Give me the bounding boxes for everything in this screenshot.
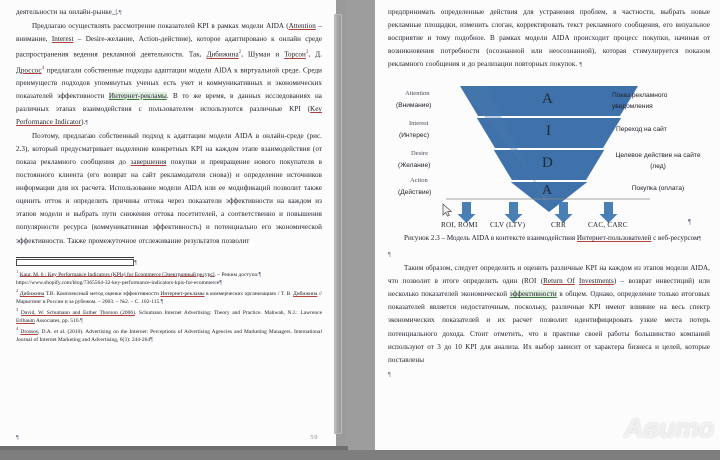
paragraph: Таким образом, следует определить и оценить различные KPI на каждом из этапов модели AIDA, что позволит в итоге определить один (ROI (Return Of Investments) – возврат инвестиций) или несколько показателей экономической эффективности в общем. Однако, определение только итоговых показателей является недостаточным, поскольку, различные KPI имеют влияние на весь спектр экономических показателей и их расчет позволит идентифицировать узкие места потерь потенциального дохода. Стоит отметить, что в практике своей работы большинство компаний используют от 3 до 10 KPI для анализа. Их выбор зависит от характера бизнеса и целей, которые поставлены [388,264,711,364]
funnel-label-interest-ru: (Интерес) [399,132,430,140]
funnel-label-desire-ru: (Желание) [398,162,431,170]
funnel-label-desire-en: Desire [411,150,428,158]
footnote-separator [16,257,134,258]
paragraph: Поэтому, предлагаю собственный подход к адаптации модели AIDA в онлайн-среде (рис. 2.3), который предусматривает выделение конкретных KPI на каждом этапе взаимодействия (от показа рекламного сообщения до завершения покупки и превращение нового покупателя в постоянного клиента (его возврат на сайт рекламодателя снова)) и определение источников информации для их расчета. Использование модели AIDA или ее модификаций позволит также оценить отток и определить причины оттока через показатели эффективности на каждом из этапов модели и выбрать пути снижения оттока посетителей, а соответственно и повышения популярности ресурса (коммуникативная эффективность) и потенциально его экономической эффективности. Также промежуточное отслеживание результатов позволит [16,132,322,245]
aida-funnel-figure [388,78,710,230]
funnel-label-attention-en: Attention [405,90,430,98]
document-page-right [374,0,720,452]
funnel-label-action-ru: (Действие) [398,189,432,197]
blank-line: ¶ [388,252,391,259]
avito-watermark: Авито [624,413,714,443]
page-number: 59 [310,434,318,441]
funnel-label-action-en: Action [410,177,428,185]
funnel-letter-i: I [546,123,551,140]
viewer-bottom-bar [0,450,720,460]
arrow-clv [505,202,523,223]
funnel-letter-a1: A [542,91,553,108]
arrow-cac [600,202,618,223]
funnel-outcome-interest: Переход на сайт [616,126,667,134]
trailing-pilcrow: ¶ [388,371,391,378]
funnel-letter-d: D [542,155,553,172]
paragraph: предпринимать определенные действия для устранения проблем, в частности, выбрать новые рекламные площадки, изменить слоган, корректировать текст рекламного сообщения, его визуальное восприятие и тому подобное. В рамках модели AIDA происходит процесс покупки, начиная от возникновения потребности (осознанной или неосознанной), которая стимулируется показом рекламного сообщения и до реализации повторных покупок. ¶ [388,8,710,69]
figure-caption: Рисунок 2.3 – Модель AIDA в контексте взаимодействия Интернет-пользователей с веб-ресурсом¶ [404,234,702,243]
paragraph: деятельности на онлайн-рынке_|.¶ [16,8,122,16]
document-page-left [0,0,336,448]
funnel-arrows [458,202,618,223]
footnote-edit-box[interactable]: ¶ [16,259,134,266]
funnel-label-attention-ru: (Внимание) [396,102,432,110]
metric-roi: ROI, ROMI [441,221,478,230]
arrow-roi [458,202,476,223]
page-gutter [345,0,375,460]
footnote: $^4$ Drossos, D.A. et al. (2010). Advertising on the Internet: Perceptions of Advertising Agencies and Marketing Managers. International Journal of Internet Marketing and Advertising, 6(3): 244-264¶ [16,325,322,343]
metric-crr: CRR [551,221,566,230]
funnel-letter-a2: A [542,183,553,199]
footnote: https://www.shopify.com/blog/7365564-32-key-performance-indicators-kpis-for-ecommerce¶ [16,279,222,286]
footer-pilcrow: ¶ [16,435,19,441]
funnel-outcome-action: Покупка (оплата) [631,185,685,193]
figure-pilcrow: ¶ [688,218,692,227]
metric-clv: CLV (LTV) [490,221,526,230]
metric-cac: CAC, CARC [588,221,628,230]
funnel-outcome-desire: Целевое действие на сайте (лед) [615,152,701,171]
page-footer [16,434,318,441]
footnote: $^1$ Kaur. M. 6 : Key Performance Indicators (KPIs) for Ecommerce [Электронный ресурс]. – Режим доступа:¶ [16,268,262,278]
mouse-cursor-icon [443,204,451,216]
vertical-scrollbar[interactable] [334,14,342,434]
paragraph: Предлагаю осуществлять рассмотрение показателей KPI в рамках модели AIDA (Attention – внимание, Interest – Desire-желание, Action-действие), которое адаптировано к онлайн среде распространения ведения рекламной деятельности. Так, Дибижина$^2$, Шумаи и Торсон$^3$, Д. Дроссос$^4$ предлагали собственные подходы адаптации модели AIDA к виртуальной среде. Среди преимуществ подходов упомянутых ученых есть учет и коммуникативных и экономических показателей эффективности Интернет-рекламы. В то же время, в данных исследованиях на различных этапах взаимодействия с пользователем используются различные KPI (Key Performance Indicator).¶ [16,22,322,127]
funnel-label-interest-en: Interest [409,120,429,128]
footnote: $^3$ David, W. Schumann and Esther Thorson (2006). Schumann Internet Advertising: Theory and Practice. Mahwah, N.J.: Lawrence Erlbaum Associates, pp. 516.¶ [16,306,322,324]
funnel-outcome-attention: Показ рекламного уведомления [612,92,668,111]
footnote: $^2$ Дибижина Т.В. Комплексный метод оценки эффективности Интернет-рекламы в коммерческих организациях / Т. В. Дибижина // Маркетинг в России и за рубежом. – 2003. – №2. – С. 102-115.¶ [16,287,322,305]
